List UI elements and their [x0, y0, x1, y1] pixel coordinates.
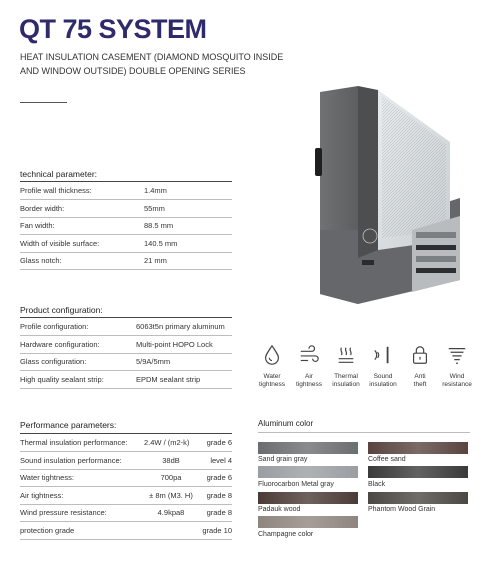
color-swatch	[368, 492, 468, 504]
param-value	[144, 522, 198, 540]
feature-line2: insulation	[369, 380, 397, 388]
param-label: Glass notch:	[20, 252, 144, 270]
param-value: 38dB	[144, 452, 198, 470]
param-value: 2.4W / (m2-k)	[144, 434, 198, 452]
table-row	[20, 371, 232, 389]
color-label: Champagne color	[258, 531, 314, 538]
table-row	[20, 353, 232, 371]
feature-line2: tightness	[258, 380, 286, 388]
product-table	[20, 318, 232, 389]
feature-sound-insulation	[365, 344, 401, 388]
param-label: Sound insulation performance:	[20, 452, 144, 470]
feature-anti-theft	[402, 344, 438, 388]
air-icon	[298, 344, 320, 366]
table-row	[20, 182, 232, 200]
technical-section-title: technical parameter:	[20, 169, 98, 179]
table-row	[20, 235, 232, 253]
feature-line2: tightness	[295, 380, 323, 388]
water-drop-icon	[261, 344, 283, 366]
param-value: Multi-point HOPO Lock	[136, 336, 232, 354]
color-label: Padauk wood	[258, 506, 301, 513]
page-title: QT 75 SYSTEM	[19, 14, 207, 44]
color-label: Fluorocarbon Metal gray	[258, 481, 334, 488]
lock-icon	[409, 344, 431, 366]
feature-line2: theft	[413, 380, 427, 388]
technical-table	[20, 182, 232, 270]
param-label: Profile wall thickness:	[20, 182, 144, 200]
param-grade: grade 6	[198, 469, 232, 487]
param-label: High quality sealant strip:	[20, 371, 136, 389]
color-swatch	[258, 516, 358, 528]
heat-icon	[335, 344, 357, 366]
param-value: 88.5 mm	[144, 217, 232, 235]
feature-wind-resistance	[439, 344, 475, 388]
table-row	[20, 217, 232, 235]
table-row	[20, 200, 232, 218]
color-swatch	[368, 466, 468, 478]
param-grade: level 4	[198, 452, 232, 470]
color-swatch	[258, 466, 358, 478]
color-swatch	[368, 442, 468, 454]
color-swatch	[258, 492, 358, 504]
feature-water-tightness	[254, 344, 290, 388]
table-row	[20, 318, 232, 336]
performance-table	[20, 434, 232, 540]
param-value: 6063t5n primary aluminum	[136, 318, 232, 336]
param-label: protection grade	[20, 522, 144, 540]
table-row	[20, 469, 232, 487]
feature-line2: resistance	[442, 380, 472, 388]
color-label: Sand grain gray	[258, 456, 308, 463]
color-label: Coffee sand	[368, 456, 406, 463]
param-label: Border width:	[20, 200, 144, 218]
param-value: 55mm	[144, 200, 232, 218]
feature-icons	[252, 344, 482, 399]
param-label: Water tightness:	[20, 469, 144, 487]
feature-line1: Water	[263, 373, 281, 380]
color-label: Black	[368, 481, 386, 488]
sound-icon	[372, 344, 394, 366]
feature-air-tightness	[291, 344, 327, 388]
table-row	[20, 522, 232, 540]
param-value: 5/9A/5mm	[136, 353, 232, 371]
param-value: 21 mm	[144, 252, 232, 270]
feature-thermal-insulation	[328, 344, 364, 388]
title-divider	[20, 102, 67, 103]
param-grade: grade 10	[198, 522, 232, 540]
param-label: Width of visible surface:	[20, 235, 144, 253]
table-row	[20, 452, 232, 470]
color-label: Phantom Wood Grain	[368, 506, 436, 513]
param-value: 1.4mm	[144, 182, 232, 200]
param-value: 4.9kpa8	[144, 504, 198, 522]
product-section-title: Product configuration:	[20, 305, 103, 315]
param-value: 140.5 mm	[144, 235, 232, 253]
param-value: EPDM sealant strip	[136, 371, 232, 389]
param-grade: grade 8	[198, 487, 232, 505]
param-value: ± 8m (M3. H)	[144, 487, 198, 505]
param-label: Profile configuration:	[20, 318, 136, 336]
param-grade: grade 6	[198, 434, 232, 452]
feature-line1: Wind	[449, 373, 465, 380]
feature-line1: Air	[305, 373, 313, 380]
window-profile-image	[300, 80, 470, 312]
param-label: Hardware configuration:	[20, 336, 136, 354]
performance-section-title: Performance parameters:	[20, 420, 117, 430]
table-row	[20, 487, 232, 505]
param-grade: grade 8	[198, 504, 232, 522]
aluminum-section-title: Aluminum color	[258, 419, 314, 428]
feature-line1: Anti	[414, 373, 426, 380]
table-row	[20, 434, 232, 452]
param-value: 700pa	[144, 469, 198, 487]
color-swatch	[258, 442, 358, 454]
wind-icon	[446, 344, 468, 366]
param-label: Fan width:	[20, 217, 144, 235]
table-row	[20, 252, 232, 270]
param-label: Thermal insulation performance:	[20, 434, 144, 452]
param-label: Glass configuration:	[20, 353, 136, 371]
table-row	[20, 336, 232, 354]
param-label: Wind pressure resistance:	[20, 504, 144, 522]
page-subtitle: HEAT INSULATION CASEMENT (DIAMOND MOSQUITO INSIDE AND WINDOW OUTSIDE) DOUBLE OPENING SERIES	[20, 52, 284, 76]
table-row	[20, 504, 232, 522]
aluminum-rule	[258, 432, 470, 433]
param-label: Air tightness:	[20, 487, 144, 505]
feature-line1: Sound	[373, 373, 393, 380]
feature-line2: insulation	[332, 380, 360, 388]
feature-line1: Thermal	[334, 373, 358, 380]
